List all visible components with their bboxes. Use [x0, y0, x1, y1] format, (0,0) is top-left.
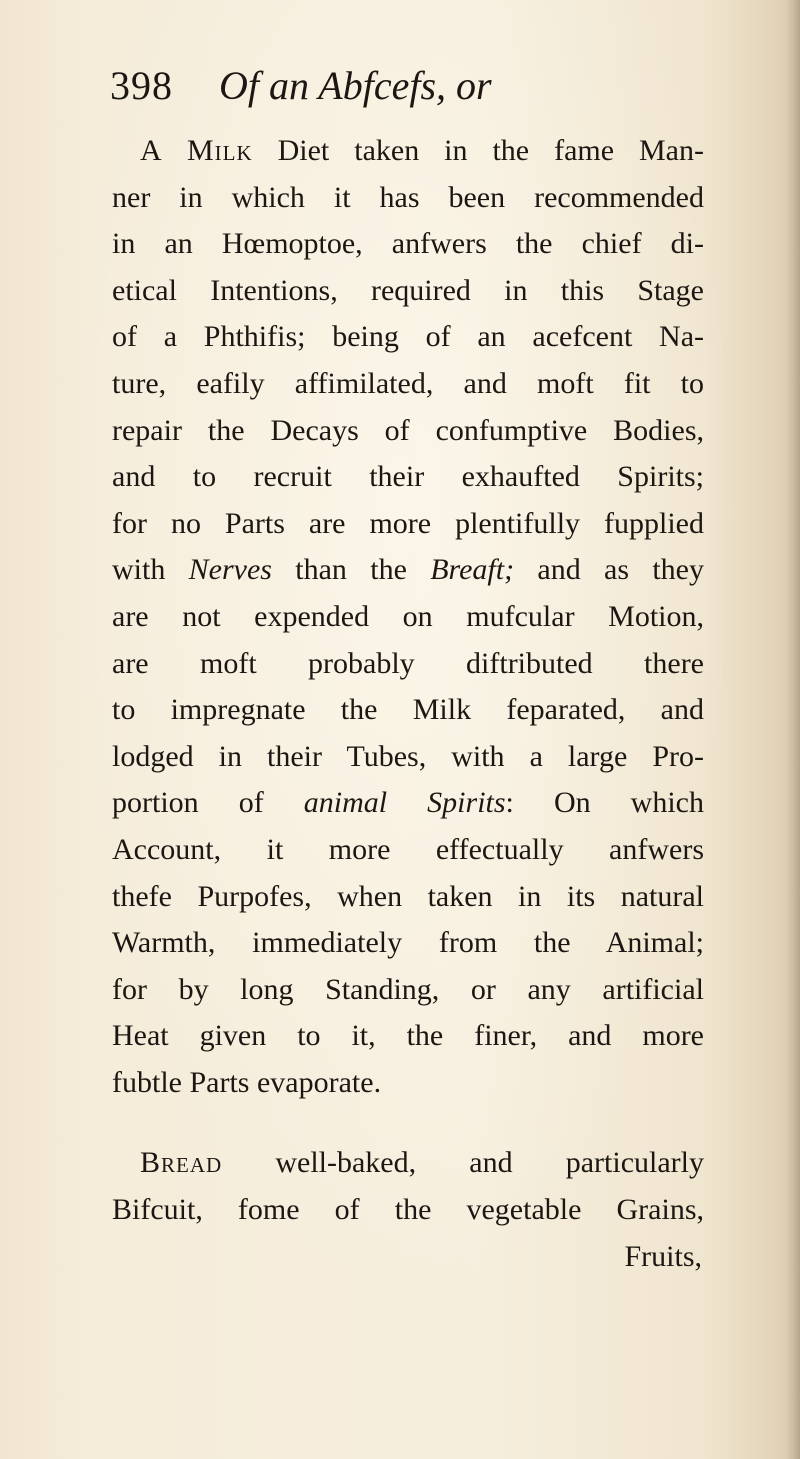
text-line: for no Parts are more plentifully fupplied	[112, 506, 704, 540]
text-line: Bifcuit, fome of the vegetable Grains,	[112, 1193, 704, 1227]
running-head	[110, 62, 710, 112]
italic-term: animal Spirits	[303, 786, 506, 820]
running-title: Of an Abfcefs, or	[219, 63, 492, 108]
drop-lead-word: A Milk	[140, 134, 253, 167]
drop-lead-word: Bread	[140, 1146, 223, 1180]
text-line: lodged in their Tubes, with a large Pro-	[112, 739, 704, 773]
italic-term: Nerves	[188, 553, 272, 587]
text-line: to impregnate the Milk feparated, and	[112, 693, 704, 727]
text-line: Heat given to it, the finer, and more	[112, 1019, 704, 1053]
text-line: are moft probably diftributed there	[112, 646, 704, 680]
text-line: Bread well-baked, and particularly	[140, 1146, 704, 1180]
text-line: thefe Purpofes, when taken in its natural	[112, 879, 704, 913]
text-line: Account, it more effectually anfwers	[112, 832, 704, 866]
text-line: of a Phthifis; being of an acefcent Na-	[112, 320, 704, 354]
text-line: ture, eafily affimilated, and moft fit to	[112, 366, 704, 400]
text-line: in an Hœmoptoe, anfwers the chief di-	[112, 227, 704, 261]
text-line: ner in which it has been recommended	[112, 180, 704, 214]
text-line: Warmth, immediately from the Animal;	[112, 926, 704, 960]
body-text	[112, 128, 704, 1280]
text-line: portion of animal Spirits: On which	[112, 786, 704, 820]
text-line: A Milk Diet taken in the fame Man-	[140, 134, 704, 167]
page-number: 398	[110, 63, 173, 108]
paragraph-gap	[112, 1106, 704, 1140]
text-line: repair the Decays of confumptive Bodies,	[112, 413, 704, 447]
catchword: Fruits,	[624, 1239, 702, 1273]
text-line: and to recruit their exhaufted Spirits;	[112, 460, 704, 494]
text-line: are not expended on mufcular Motion,	[112, 599, 704, 633]
page-edge-shadow	[786, 0, 800, 1459]
text-line: for by long Standing, or any artificial	[112, 972, 704, 1006]
text-line: etical Intentions, required in this Stage	[112, 273, 704, 307]
text-line: with Nerves than the Breaft; and as they	[112, 553, 704, 587]
italic-term: Breaft;	[430, 553, 515, 587]
text-line: fubtle Parts evaporate.	[112, 1065, 382, 1099]
